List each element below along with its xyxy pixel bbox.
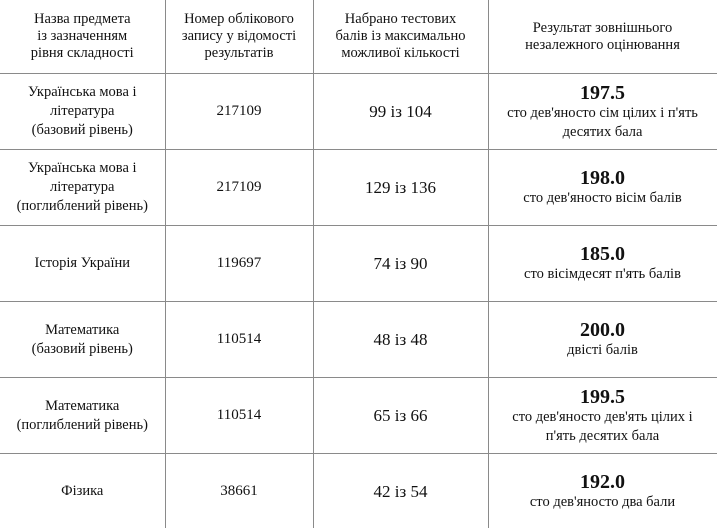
test-score-cell: 65 із 66	[313, 378, 488, 454]
header-test-score: Набрано тестових балів із максимально можливої кількості	[313, 0, 488, 74]
result-words: сто вісімдесят п'ять балів	[493, 265, 713, 284]
result-number: 198.0	[493, 167, 713, 189]
external-result-cell	[488, 302, 717, 378]
external-result-cell	[488, 454, 717, 528]
record-number-cell: 119697	[165, 226, 313, 302]
table-row	[0, 454, 717, 528]
table-row	[0, 302, 717, 378]
record-number-cell: 110514	[165, 302, 313, 378]
result-number: 197.5	[493, 82, 713, 104]
result-words: сто дев'яносто дев'ять цілих і п'ять десятих бала	[493, 408, 713, 446]
test-score-cell: 42 із 54	[313, 454, 488, 528]
subject-cell: Математика (поглиблений рівень)	[0, 378, 165, 454]
table-row	[0, 150, 717, 226]
header-subject: Назва предмета із зазначенням рівня складності	[0, 0, 165, 74]
test-score-cell: 99 із 104	[313, 74, 488, 150]
record-number-cell: 110514	[165, 378, 313, 454]
result-number: 192.0	[493, 471, 713, 493]
test-score-cell: 74 із 90	[313, 226, 488, 302]
header-external-result: Результат зовнішнього незалежного оцінювання	[488, 0, 717, 74]
result-words: двісті балів	[493, 341, 713, 360]
result-words: сто дев'яносто вісім балів	[493, 189, 713, 208]
header-record-number: Номер облікового запису у відомості результатів	[165, 0, 313, 74]
result-words: сто дев'яносто сім цілих і п'ять десятих бала	[493, 104, 713, 142]
test-score-cell: 48 із 48	[313, 302, 488, 378]
subject-cell: Фізика	[0, 454, 165, 528]
external-result-cell	[488, 226, 717, 302]
table-body	[0, 74, 717, 528]
subject-cell: Історія України	[0, 226, 165, 302]
result-number: 185.0	[493, 243, 713, 265]
record-number-cell: 38661	[165, 454, 313, 528]
result-words: сто дев'яносто два бали	[493, 493, 713, 512]
subject-cell: Математика (базовий рівень)	[0, 302, 165, 378]
table-row	[0, 74, 717, 150]
table-row	[0, 226, 717, 302]
external-result-cell	[488, 150, 717, 226]
subject-cell: Українська мова і література (поглиблений рівень)	[0, 150, 165, 226]
table-row	[0, 378, 717, 454]
record-number-cell: 217109	[165, 74, 313, 150]
header-row	[0, 0, 717, 74]
table-header	[0, 0, 717, 74]
external-result-cell	[488, 74, 717, 150]
record-number-cell: 217109	[165, 150, 313, 226]
test-score-cell: 129 із 136	[313, 150, 488, 226]
result-number: 199.5	[493, 386, 713, 408]
result-number: 200.0	[493, 319, 713, 341]
external-result-cell	[488, 378, 717, 454]
subject-cell: Українська мова і література (базовий рівень)	[0, 74, 165, 150]
